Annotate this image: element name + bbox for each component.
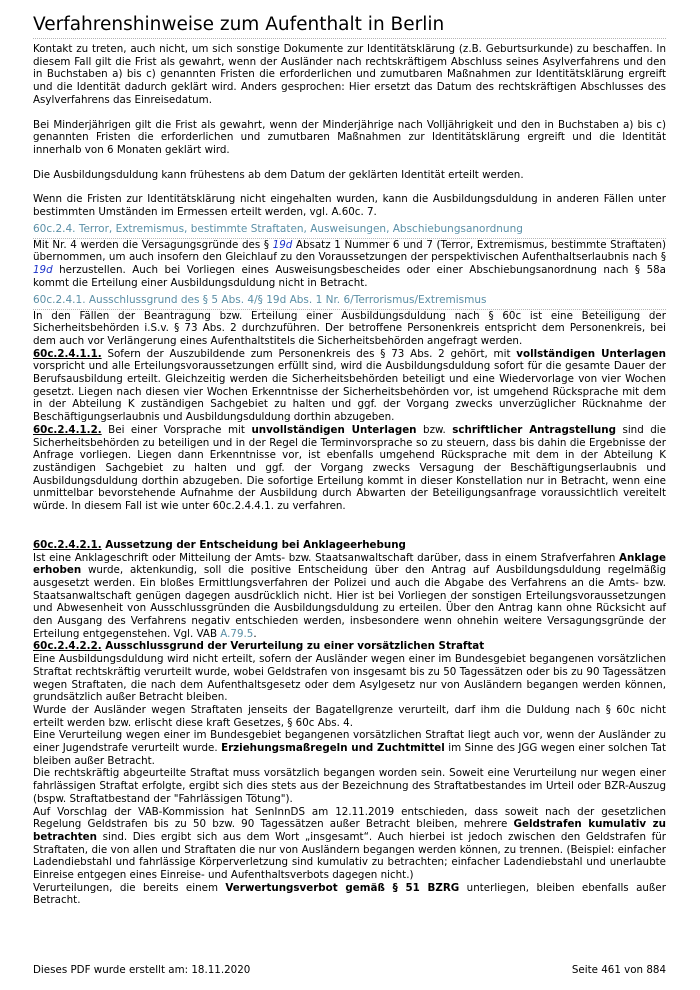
text: vorspricht und alle Erteilungsvoraussetzungen erfüllt sind, wird die Ausbildungsduldung sofort für die gesamte Dauer der Berufsausbildung erteilt. Gleichzeitig werden die Sicherheitsbehörden beteiligt und eine Wiedervorlage von vier Wochen gesetzt. Liegen nach diesen vier Wochen Erkenntnisse der Sicherheitsbehörden vor, ist umgehend Rücksprache mit dem in der Abteilung K zuständigen Sachgebiet zu halten und ggf. der Vorgang zwecks unverzüglicher Rücknahme der Beschäftigungserlaubnis und Ausbildungsduldung dorthin abzugeben. [33, 360, 666, 424]
text: herzustellen. Auch bei Vorliegen eines Ausweisungsbescheides oder einer Abschiebungsanordnung nach § 58a kommt die Erteilung einer Ausbildungsduldung nicht in Betracht. [33, 264, 666, 289]
paragraph [33, 348, 666, 424]
text: sind die Sicherheitsbehörden zu beteiligen und in der Regel die Terminvorsprache so zu steuern, dass bis dahin die Ergebnisse der Anfrage vorliegen. Liegen dann Erkenntnisse vor, ist ebenfalls umgehend Rücksprache mit dem in der Abteilung K zuständigen Sachgebiet zu halten und ggf. der Vorgang zwecks Versagung der Beschäftigungserlaubnis und Ausbildungsduldung dorthin abzugeben. Die sofortige Erteilung kommt in dieser Konstellation nur in Betracht, wenn eine unmittelbar bevorstehende Aufnahme der Ausbildung durch Abwarten der Beteiligungsanfrage voraussichtlich vereitelt würde. In diesem Fall ist wie unter 60c.2.4.4.1. zu verfahren. [33, 423, 666, 513]
paragraph: Wenn die Fristen zur Identitätsklärung nicht eingehalten wurden, kann die Ausbildungsduldung in anderen Fällen unter bestimmten Umständen im Ermessen erteilt werden, vgl. A.60c. 7. [33, 193, 666, 219]
text: Absatz 1 Nummer 6 und 7 (Terror, Extremismus, bestimmte Straftaten) übernommen, um auch insofern den Gleichlauf zu den Voraussetzungen der perspektivischen Aufenthaltserlaubnis nach § [33, 238, 666, 264]
text: im Sinne des JGG wegen einer solchen Tat bleiben außer Betracht. [33, 742, 666, 767]
page-title: Verfahrenshinweise zum Aufenthalt in Berlin [33, 12, 666, 39]
paragraph [33, 239, 666, 290]
bold-text: vollständigen Unterlagen [516, 347, 666, 360]
section-number: 60c.2.4.1.2. [33, 423, 102, 436]
text: Verurteilungen, die bereits einem [33, 881, 226, 894]
creation-date: Dieses PDF wurde erstellt am: 18.11.2020 [33, 964, 251, 976]
text: Eine Verurteilung wegen einer im Bundesgebiet begangenen vorsätzlichen Straftat liegt auch vor, wenn der Ausländer zu einer Jugendstrafe verurteilt wurde. [33, 729, 666, 755]
paragraph [33, 552, 666, 641]
text: sind. Dies ergibt sich aus dem Wort „insgesamt“. Auch hierbei ist jedoch zwischen den Geldstrafen für Straftaten, die von allen und Straftaten die nur von Ausländern begangen werden können, zu trennen. (Beispiel: einfacher Ladendiebstahl und fahrlässige Körperverletzung sind kumulativ zu betrachten; einfacher Ladendiebstahl und unerlaubte Einreise entgegen eines Einreise- und Aufenthaltsverbots dagegen nicht.) [33, 830, 666, 882]
text: . [253, 627, 257, 640]
section-heading: 60c.2.4.1. Ausschlussgrund des § 5 Abs. 4/§ 19d Abs. 1 Nr. 6/Terrorismus/Extremismus [33, 294, 666, 310]
paragraph [33, 424, 666, 513]
text: unterliegen, bleiben ebenfalls außer Betracht. [33, 881, 666, 907]
subsection-title: Aussetzung der Entscheidung bei Anklageerhebung [101, 538, 406, 551]
page-footer [33, 964, 666, 977]
bold-text: schriftlicher Antragstellung [452, 423, 616, 436]
subsection-heading [33, 539, 666, 552]
text: Sofern der Auszubildende zum Personenkreis des § 73 Abs. 2 gehört, mit [101, 347, 517, 360]
text: wurde, aktenkundig, soll die positive Entscheidung über den Antrag auf Ausbildungsduldung regelmäßig ausgesetzt werden. Ein bloßes Ermittlungsverfahren der Polizei und auch die Abgabe des Verfahrens an die Amts- bzw. Staatsanwaltschaft genügen dagegen ausdrücklich nicht. Hier ist bei Vorliegen der sonstigen Erteilungsvoraussetzungen und Abwesenheit von Ausschlussgründen die Ausbildungsduldung zu erteilen. Über den Antrag kann ohne Rücksicht auf den Ausgang des Verfahrens negativ entschieden werden, insbesondere wenn ohnehin weitere Versagungsgründe der Erteilung entgegenstehen. Vgl. VAB [33, 564, 666, 640]
text: Auf Vorschlag der VAB-Kommission hat SenInnDS am 12.11.2019 entschieden, dass soweit nach der gesetzlichen Regelung Geldstrafen bis zu 50 bzw. 90 Tagessätzen außer Betracht bleiben, mehrere [33, 805, 666, 831]
section-heading: 60c.2.4. Terror, Extremismus, bestimmte Straftaten, Ausweisungen, Abschiebungsanordnung [33, 223, 666, 239]
paragraph [33, 729, 666, 767]
paragraph: Die Ausbildungsduldung kann frühestens ab dem Datum der geklärten Identität erteilt werden. [33, 168, 524, 181]
paragraph [33, 882, 666, 907]
bold-text: Anklage erhoben [33, 551, 666, 577]
subsection-title: Ausschlussgrund der Verurteilung zu einer vorsätzlichen Straftat [101, 640, 485, 653]
bold-text: Erziehungsmaßregeln und Zuchtmittel [221, 742, 445, 755]
link-19d[interactable]: 19d [272, 238, 293, 251]
paragraph [33, 806, 666, 882]
text: Ist eine Anklageschrift oder Mitteilung der Amts- bzw. Staatsanwaltschaft darüber, dass in einem Strafverfahren [33, 551, 620, 564]
paragraph: Kontakt zu treten, auch nicht, um sich sonstige Dokumente zur Identitätsklärung (z.B. Geburtsurkunde) zu beschaffen. In diesem Fall gilt die Frist als gewahrt, wenn der Ausländer nach rechtskräftigem Abschluss seines Asylverfahrens und den in Buchstaben a) bis c) genannten Fristen die erforderlichen und zumutbaren Maßnahmen zur Identitätsklärung ergreift und die Identität dadurch geklärt wird. Anders gesprochen: Hier ersetzt das Datum des rechtskräftigen Abschlusses des Asylverfahrens das Einreisedatum. [33, 43, 666, 106]
paragraph: Eine Ausbildungsduldung wird nicht erteilt, sofern der Ausländer wegen einer im Bundesgebiet begangenen vorsätzlichen Straftat rechtskräftig verurteilt wurde, wobei Geldstrafen von insgesamt bis zu 50 Tagessätzen oder bis zu 90 Tagessätzen wegen Straftaten, die nach dem Aufenthaltsgesetz oder dem Asylgesetz nur von Ausländern begangen werden können, grundsätzlich außer Betracht bleiben. [33, 653, 666, 704]
text: Mit Nr. 4 werden die Versagungsgründe des § [33, 238, 273, 251]
paragraph: Wurde der Ausländer wegen Straftaten jenseits der Bagatellgrenze verurteilt, darf ihm die Duldung nach § 60c nicht erteilt werden bzw. erlischt diese kraft Gesetzes, § 60c Abs. 4. [33, 703, 666, 729]
paragraph: In den Fällen der Beantragung bzw. Erteilung einer Ausbildungsduldung nach § 60c ist eine Beteiligung der Sicherheitsbehörden i.S.v. § 73 Abs. 2 durchzuführen. Der betroffene Personenkreis entspricht dem Personenkreis, bei dem auch vor Verlängerung eines Aufenthaltstitels die Sicherheitsbehörden angefragt werden. [33, 309, 666, 347]
bold-text: unvollständigen Unterlagen [251, 423, 417, 436]
link-a795[interactable]: A.79.5 [220, 627, 254, 640]
text: bzw. [416, 423, 453, 436]
subsection-heading [33, 640, 666, 653]
paragraph: Die rechtskräftig abgeurteilte Straftat muss vorsätzlich begangen worden sein. Soweit eine Verurteilung nur wegen einer fahrlässigen Straftat erfolgte, ergibt sich dies stets aus der Bezeichnung des Straftatbestandes im Urteil oder BZR-Auszug (bspw. Straftatbestand der "Fahrlässigen Tötung"). [33, 767, 666, 805]
document-page [33, 0, 666, 907]
bold-text: Geldstrafen kumulativ zu betrachten [33, 818, 666, 843]
section-number: 60c.2.4.2.2. [33, 640, 102, 653]
section-number: 60c.2.4.1.1. [33, 347, 102, 360]
bold-text: Verwertungsverbot gemäß § 51 BZRG [225, 881, 460, 894]
page-number: Seite 461 von 884 [571, 964, 666, 976]
link-19d[interactable]: 19d [33, 264, 53, 277]
text: Bei einer Vorsprache mit [101, 423, 252, 436]
section-number: 60c.2.4.2.1. [33, 538, 102, 551]
paragraph: Bei Minderjährigen gilt die Frist als gewahrt, wenn der Minderjährige nach Volljährigkeit und den in Buchstaben a) bis c) genannten Fristen die erforderlichen und zumutbaren Maßnahmen zur Identitätsklärung ergreift und die Identität innerhalb von 6 Monaten geklärt wird. [33, 118, 666, 156]
